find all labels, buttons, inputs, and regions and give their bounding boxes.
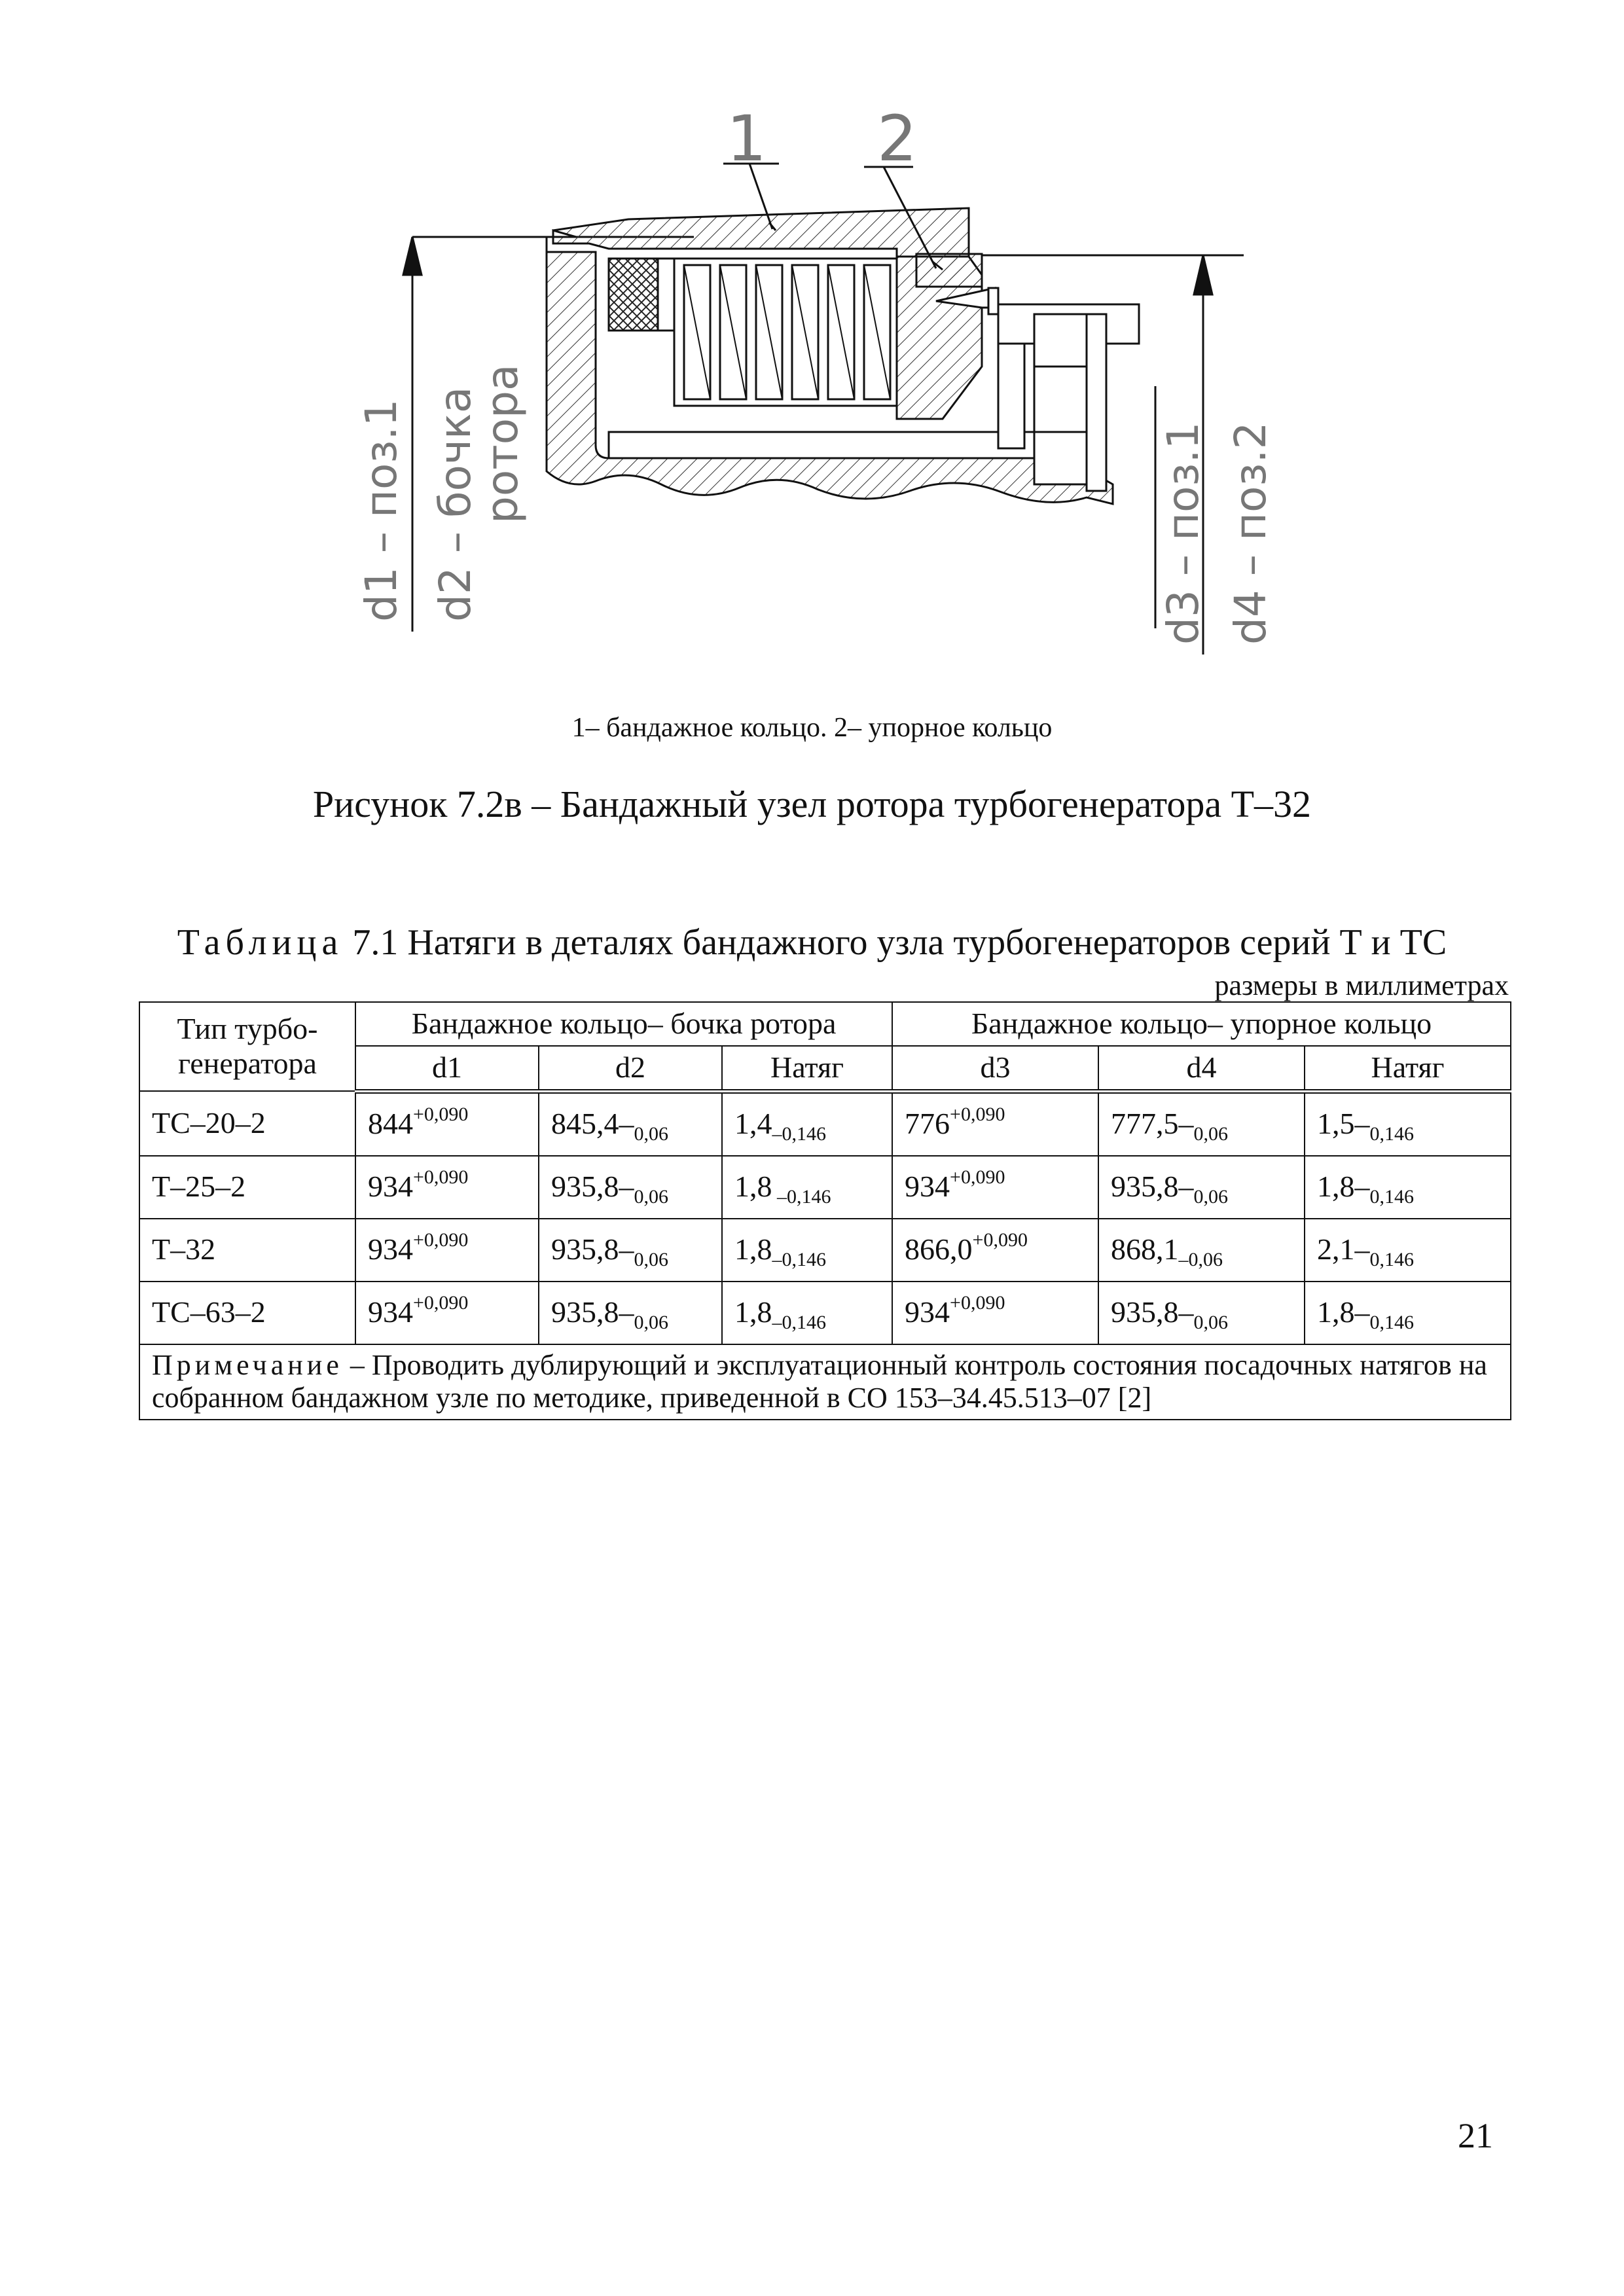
label-d2: d2 – бочка: [430, 386, 480, 622]
cell-type: Т–32: [139, 1219, 355, 1282]
header-natyag1: Натяг: [722, 1046, 892, 1091]
cell-natyag2: $2,1-_{0,146}$: [1305, 1219, 1511, 1282]
cell-d4: $868,1_{-0,06}$: [1098, 1219, 1305, 1282]
cell-d2: $935,8-_{0,06}$: [539, 1156, 722, 1219]
header-group1: Бандажное кольцо– бочка ротора: [355, 1002, 892, 1046]
callout-1: 1: [727, 102, 767, 175]
cell-natyag2: $1,8-_{0,146}$: [1305, 1156, 1511, 1219]
interference-table: [139, 1001, 1511, 1420]
cell-natyag1: 1,8 $_{-0,146}$: [722, 1156, 892, 1219]
cell-type: ТС–20–2: [139, 1091, 355, 1156]
cell-d1: $934^{+0,090}$: [355, 1156, 539, 1219]
header-d1: d1: [355, 1046, 539, 1091]
table-row: [139, 1282, 1511, 1344]
note-word: Примечание: [152, 1348, 343, 1381]
note-text: – Проводить дублирующий и эксплуатационный контроль состояния посадочных натягов на собранном бандажном узле по методике, приведенной в СО 153–34.45.513–07 [2]: [152, 1348, 1487, 1414]
label-d1: d1 – поз.1: [356, 399, 406, 622]
table-note: [139, 1344, 1511, 1420]
cell-d4: $935,8-_{0,06}$: [1098, 1282, 1305, 1344]
cell-natyag2: $1,5-_{0,146}$: [1305, 1091, 1511, 1156]
header-natyag2: Натяг: [1305, 1046, 1511, 1091]
page-number: 21: [1458, 2116, 1493, 2155]
cell-d1: $844^{+0,090}$: [355, 1091, 539, 1156]
table-row: [139, 1091, 1511, 1156]
cell-d2: $935,8-_{0,06}$: [539, 1219, 722, 1282]
figure-caption: Рисунок 7.2в – Бандажный узел ротора турбогенератора Т–32: [312, 783, 1312, 825]
cell-natyag1: $1,8_{-0,146}$: [722, 1219, 892, 1282]
cell-d3: $776^{+0,090}$: [892, 1091, 1098, 1156]
label-d4: d4 – поз.2: [1225, 422, 1276, 645]
table-note-row: [139, 1344, 1511, 1420]
cell-d2: $935,8-_{0,06}$: [539, 1282, 722, 1344]
winding-slots: [674, 259, 897, 406]
callout-labels: [727, 102, 917, 175]
table-title-rest: 7.1 Натяги в деталях бандажного узла турбогенераторов серий Т и ТС: [343, 922, 1447, 963]
cell-d3: $934^{+0,090}$: [892, 1282, 1098, 1344]
cell-d1: $934^{+0,090}$: [355, 1282, 539, 1344]
cell-d4: $935,8-_{0,06}$: [1098, 1156, 1305, 1219]
callout-2: 2: [877, 102, 918, 175]
cell-natyag2: $1,8-_{0,146}$: [1305, 1282, 1511, 1344]
table-units: размеры в миллиметрах: [1214, 969, 1509, 1001]
table-title-word: Таблица: [177, 922, 344, 963]
header-type: Тип турбо-генератора: [139, 1002, 355, 1091]
table-title: [0, 922, 1624, 963]
header-d4: d4: [1098, 1046, 1305, 1091]
table-row: [139, 1156, 1511, 1219]
cell-d3: $866,0^{+0,090}$: [892, 1219, 1098, 1282]
figure-legend: 1– бандажное кольцо. 2– упорное кольцо: [571, 713, 1053, 743]
rotor-bandage-assembly-drawing: [0, 0, 1624, 707]
table-row: [139, 1219, 1511, 1282]
cell-d3: $934^{+0,090}$: [892, 1156, 1098, 1219]
header-d3: d3: [892, 1046, 1098, 1091]
insulation-block: [609, 259, 658, 331]
cell-type: ТС–63–2: [139, 1282, 355, 1344]
header-group2: Бандажное кольцо– упорное кольцо: [892, 1002, 1511, 1046]
cell-natyag1: $1,4_{-0,146}$: [722, 1091, 892, 1156]
cell-d1: $934^{+0,090}$: [355, 1219, 539, 1282]
cell-type: Т–25–2: [139, 1156, 355, 1219]
label-rotor: ротора: [477, 364, 528, 524]
cell-d2: $845,4-_{0,06}$: [539, 1091, 722, 1156]
label-d3: d3 – поз.1: [1158, 422, 1208, 645]
cell-d4: $777,5-_{0,06}$: [1098, 1091, 1305, 1156]
header-d2: d2: [539, 1046, 722, 1091]
cell-natyag1: $1,8_{-0,146}$: [722, 1282, 892, 1344]
